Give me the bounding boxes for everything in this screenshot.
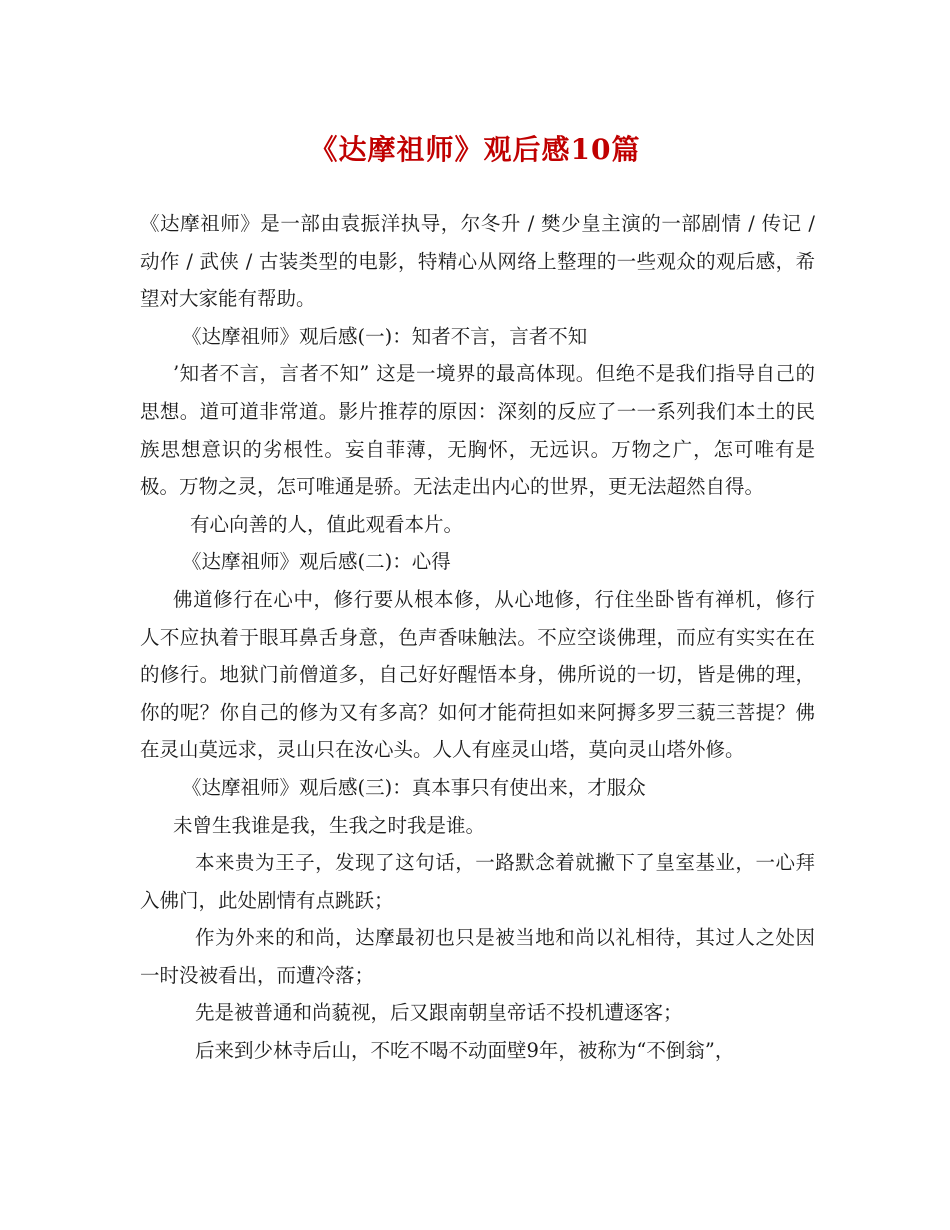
paragraph-3e: 后来到少林寺后山，不吃不喝不动面壁9年，被称为“不倒翁”， bbox=[195, 1039, 735, 1063]
paragraph-1: ’知者不言，言者不知” 这是一境界的最高体现。但绝不是我们指导自己的思想。道可道非常道。影片推荐的原因：深刻的反应了一一系列我们本土的民族思想意识的劣根性。妄自菲薄，无胸怀，无远识。万物之广，怎可唯有是极。万物之灵，怎可唯通是骄。无法走出内心的世界，更无法超然自得。 bbox=[140, 362, 815, 499]
paragraph-recommend: 有心向善的人，值此观看本片。 bbox=[190, 512, 464, 536]
paragraph-intro: 《达摩祖师》是一部由袁振洋执导，尔冬升 / 樊少皇主演的一部剧情 / 传记 / 动作 / 武侠 / 古装类型的电影，特精心从网络上整理的一些观众的观后感，希望对大家能有帮助。 bbox=[140, 212, 815, 311]
section-heading-3: 《达摩祖师》观后感(三)：真本事只有使出来，才服众 bbox=[182, 775, 646, 799]
paragraph-3a: 未曾生我谁是我，生我之时我是谁。 bbox=[173, 813, 486, 837]
document-title: 《达摩祖师》观后感10篇 bbox=[309, 133, 641, 166]
paragraph-2: 佛道修行在心中，修行要从根本修，从心地修，行住坐卧皆有禅机，修行人不应执着于眼耳鼻舌身意，色声香味触法。不应空谈佛理，而应有实实在在的修行。地狱门前僧道多，自己好好醒悟本身，佛所说的一切，皆是佛的理，你的呢？你自己的修为又有多高？如何才能荷担如来阿搙多罗三藐三菩提？佛在灵山莫远求，灵山只在汝心头。人人有座灵山塔，莫向灵山塔外修。 bbox=[140, 587, 815, 762]
paragraph-3d: 先是被普通和尚藐视，后又跟南朝皇帝话不投机遭逐客； bbox=[195, 1001, 683, 1025]
document-body bbox=[140, 205, 815, 1070]
section-heading-2: 《达摩祖师》观后感(二)：心得 bbox=[182, 550, 451, 574]
section-heading-1: 《达摩祖师》观后感(一)：知者不言，言者不知 bbox=[182, 324, 588, 348]
paragraph-3c: 作为外来的和尚，达摩最初也只是被当地和尚以礼相待，其过人之处因一时没被看出，而遭冷落； bbox=[140, 926, 815, 987]
paragraph-3b: 本来贵为王子，发现了这句话，一路默念着就撇下了皇室基业，一心拜入佛门，此处剧情有点跳跃； bbox=[140, 851, 815, 912]
